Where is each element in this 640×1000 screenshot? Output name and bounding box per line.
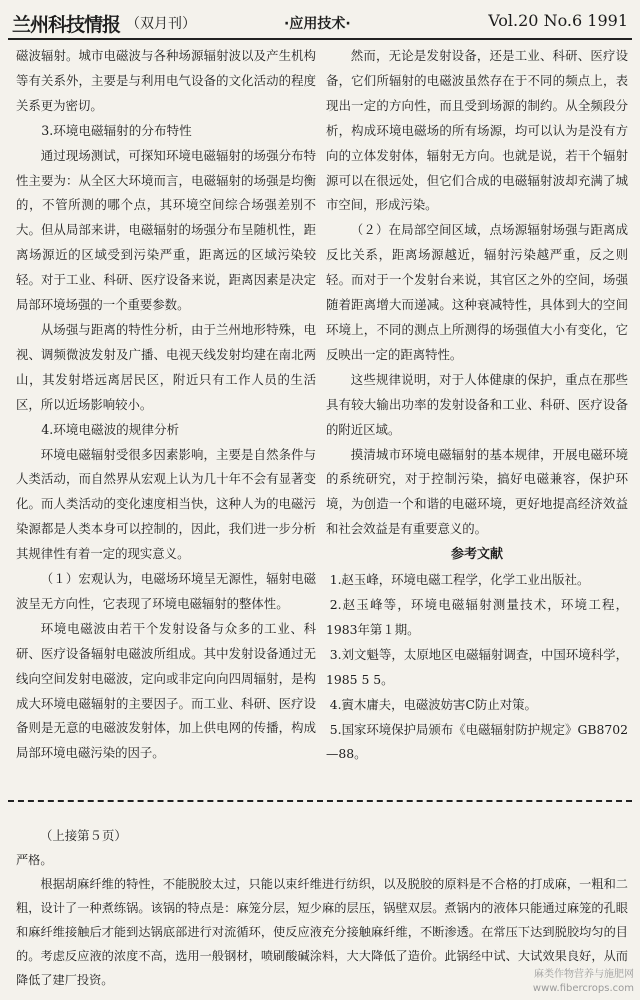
right-column: [326, 44, 628, 767]
watermark-url: www.fibercrops.com: [532, 983, 634, 994]
section-heading: 4.环境电磁波的规律分析: [41, 421, 180, 437]
paragraph: 根据胡麻纤维的特性，不能脱胶太过，只能以束纤维进行纺织，以及脱胶的原料是不合格的打成麻，一粗和二粗，设计了一种煮练锅。该锅的特点是：麻笼分层，短少麻的层压，锅壁双层。煮锅内的液体只能通过麻笼的孔眼和麻纤维接触后才能到达锅底部进行对流循环，使反应液充分接触麻纤维，不断渗透。在常压下达到脱胶均匀的目的。考虑反应液的浓度不高，选用一般钢材，喷刷酸碱涂料，大大降低了造价。此锅经中试、大试效果良好，从而降低了建厂投资。: [16, 877, 628, 987]
continued-note: （上接第５页）: [40, 828, 127, 843]
journal-frequency: （双月刊）: [126, 16, 196, 32]
section-divider: [8, 800, 632, 802]
section-title: ·应用技术·: [284, 16, 351, 32]
paragraph: 从场强与距离的特性分析，由于兰州地形特殊，电视、调频微波发射及广播、电视天线发射均建在南北两山，其发射塔远离居民区，附近只有工作人员的生活区，所以近场影响较小。: [16, 321, 316, 412]
paragraph: 通过现场测试，可探知环境电磁辐射的场强分布特性主要为：从全区大环境而言，电磁辐射的场强是均衡的，不管所测的哪个点，其环境空间综合场强差别不大。但从局部来讲，电磁辐射的场强分布呈随机性，距离场源近的区域受到污染严重，距离远的区域污染较轻。对于工业、科研、医疗设备来说，距离因素是决定局部环境场强的一个重要参数。: [16, 147, 316, 313]
page-header: [8, 4, 632, 40]
reference-item: 1.赵玉峰，环境电磁工程学，化学工业出版社。: [329, 572, 590, 588]
issue-info: Vol.20 No.6 1991: [488, 11, 628, 30]
reference-item: 3.刘文魁等，太原地区电磁辐射调查，中国环境科学，1985 5 5。: [326, 646, 628, 687]
reference-item: 5.国家环境保护局颁布《电磁辐射防护规定》GB8702—88。: [326, 721, 628, 762]
reference-item: 2.赵玉峰等，环境电磁辐射测量技术，环境工程，1983年第１期。: [326, 597, 628, 637]
journal-title: 兰州科技情报: [12, 14, 121, 36]
paragraph: （２）在局部空间区域，点场源辐射场强与距离成反比关系，距离场源越近，辐射污染越严重，反之则轻。而对于一个发射台来说，其官区之外的空间，场强随着距离增大而递减。这种衰减特性，具体到大的空间环境上，不同的测点上所测得的场强值大小有变化，它反映出一定的距离特性。: [326, 222, 628, 362]
paragraph: 这些规律说明，对于人体健康的保护，重点在那些具有较大输出功率的发射设备和工业、科研、医疗设备的附近区域。: [326, 371, 628, 437]
paragraph: 严格。: [16, 853, 53, 867]
watermark-line: 麻类作物营养与施肥网: [534, 969, 634, 980]
paragraph: 摸清城市环境电磁辐射的基本规律，开展电磁环境的系统研究，对于控制污染，搞好电磁兼容，保护环境，为创造一个和谐的电磁环境，更好地提高经济效益和社会效益是有重要意义的。: [326, 446, 628, 537]
paragraph: 磁波辐射。城市电磁波与各种场源辐射波以及产生机构等有关系外，主要是与利用电气设备的文化活动的程度关系更为密切。: [16, 48, 316, 113]
watermark: [533, 968, 634, 996]
reference-item: 4.賨木庸夫，电磁波妨害C防止对策。: [329, 696, 537, 712]
section-heading: 3.环境电磁辐射的分布特性: [41, 122, 192, 138]
left-column: [16, 44, 316, 766]
paragraph: 环境电磁波由若干个发射设备与众多的工业、科研、医疗设备辐射电磁波所组成。其中发射设备通过无线向空间发射电磁波，定向或非定向向四周辐射，是构成大环境电磁辐射的主要因子。而工业、科研、医疗设备则是无意的电磁波发射体，加上供电网的传播，构成局部环境电磁污染的因子。: [16, 620, 316, 761]
references-heading: 参考文献: [450, 547, 503, 563]
paragraph: （１）宏观认为，电磁场环境呈无源性，辐射电磁波呈无方向性，它表现了环境电磁辐射的整体性。: [16, 571, 316, 611]
paragraph: 然而，无论是发射设备，还是工业、科研、医疗设备，它们所辐射的电磁波虽然存在于不同的频点上，表现出一定的方向性，而且受到场源的制约。从全频段分析，构成环境电磁场的所有场源，均可以认为是没有方向的立体发射体，辐射无方向。也就是说，若干个辐射源可以在很远处，但它们合成的电磁辐射波却充满了城市空间，形成污染。: [326, 48, 628, 213]
paragraph: 环境电磁辐射受很多因素影响，主要是自然条件与人类活动，而自然界从宏观上认为几十年不会有显著变化。而人类活动的变化速度相当快，这种人为的电磁污染源都是人类本身可以控制的，因此，我们进一步分析其规律性有着一定的现实意义。: [16, 446, 316, 562]
